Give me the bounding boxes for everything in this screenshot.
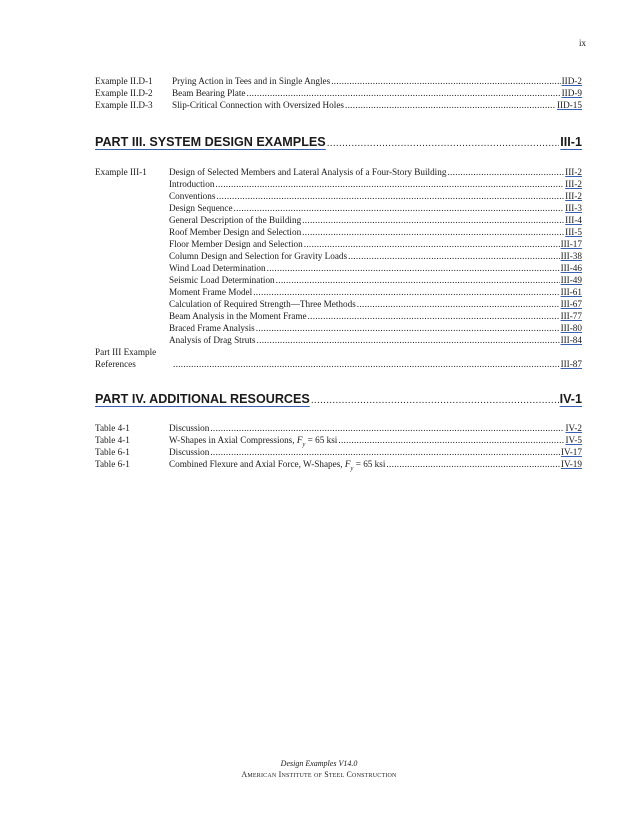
- entry-page-link[interactable]: III-38: [560, 251, 582, 261]
- leader-dots: [276, 274, 560, 286]
- entry-title: General Description of the Building: [169, 215, 302, 225]
- part-title: PART III. SYSTEM DESIGN EXAMPLES: [95, 135, 326, 149]
- entry-title: Moment Frame Model: [169, 287, 253, 297]
- toc-entry[interactable]: [95, 166, 582, 178]
- leader-dots: [253, 286, 559, 298]
- entry-page-link[interactable]: IID-2: [561, 76, 582, 86]
- entry-label: Example II.D-3: [95, 100, 153, 110]
- leader-dots: [215, 178, 564, 190]
- entry-page-link[interactable]: III-61: [560, 287, 582, 297]
- leader-dots: [345, 99, 556, 111]
- entry-page-link[interactable]: IV-17: [560, 447, 582, 457]
- toc-entry[interactable]: [95, 238, 582, 250]
- entry-label: Example II.D-2: [95, 88, 153, 98]
- entry-page-link[interactable]: IV-5: [565, 435, 582, 445]
- entry-page-link[interactable]: III-2: [565, 167, 582, 177]
- toc-entry[interactable]: [95, 422, 582, 434]
- toc-entry[interactable]: [95, 310, 582, 322]
- entry-page-link[interactable]: III-4: [565, 215, 582, 225]
- entry-label: Table 6-1: [95, 459, 130, 469]
- leader-dots: [386, 458, 559, 470]
- toc-entry[interactable]: [95, 434, 582, 446]
- entry-label: Table 4-1: [95, 423, 130, 433]
- leader-dots: [447, 166, 564, 178]
- entry-title: Discussion: [169, 447, 210, 457]
- references-block: [95, 346, 582, 370]
- leader-dots: [173, 358, 560, 370]
- entry-page-link[interactable]: III-2: [565, 179, 582, 189]
- toc-entry[interactable]: [95, 286, 582, 298]
- fy-subscript: y: [350, 464, 354, 472]
- fy-value: = 65 ksi: [353, 459, 386, 469]
- leader-dots: [210, 422, 564, 434]
- entry-title: [169, 458, 385, 475]
- entry-page-link[interactable]: III-2: [565, 191, 582, 201]
- toc-entry[interactable]: [95, 190, 582, 202]
- toc-entry[interactable]: [95, 226, 582, 238]
- part-page-link[interactable]: IV-1: [559, 392, 582, 406]
- footer-doc-title: Design Examples V14.0: [280, 759, 358, 768]
- entry-label: Table 4-1: [95, 435, 130, 445]
- entry-page-link[interactable]: III-5: [565, 227, 582, 237]
- entry-title: Calculation of Required Strength—Three Methods: [169, 299, 356, 309]
- fy-subscript: y: [302, 440, 306, 448]
- entry-title: Conventions: [169, 191, 216, 201]
- entry-page-link[interactable]: IID-9: [561, 88, 582, 98]
- entry-page-link[interactable]: III-84: [560, 335, 582, 345]
- part-iii-heading[interactable]: [95, 135, 582, 153]
- leader-dots: [338, 434, 564, 446]
- entry-title-text: Combined Flexure and Axial Force, W-Shapes,: [169, 459, 345, 469]
- leader-dots: [311, 395, 559, 406]
- leader-dots: [348, 250, 559, 262]
- leader-dots: [246, 87, 560, 99]
- entry-title: Roof Member Design and Selection: [169, 227, 302, 237]
- entry-title: Wind Load Determination: [169, 263, 266, 273]
- toc-entry[interactable]: [95, 87, 582, 99]
- entry-title: Prying Action in Tees and in Single Angles: [172, 76, 331, 86]
- toc-entry[interactable]: [95, 99, 582, 111]
- toc-entry[interactable]: [95, 334, 582, 346]
- toc-entry[interactable]: [95, 358, 582, 370]
- section-iv-list: [95, 422, 582, 470]
- leader-dots: [302, 226, 564, 238]
- fy-symbol: F: [344, 459, 351, 469]
- entry-title: Design Sequence: [169, 203, 233, 213]
- toc-entry[interactable]: [95, 214, 582, 226]
- entry-title: Design of Selected Members and Lateral Analysis of a Four-Story Building: [169, 167, 447, 177]
- entry-title: Discussion: [169, 423, 210, 433]
- leader-dots: [256, 322, 560, 334]
- entry-title: Introduction: [169, 179, 215, 189]
- leader-dots: [327, 138, 560, 149]
- entry-page-link[interactable]: IV-2: [565, 423, 582, 433]
- leader-dots: [257, 334, 560, 346]
- fy-value: = 65 ksi: [305, 435, 338, 445]
- entry-label: Example III-1: [95, 167, 147, 177]
- entry-title: Analysis of Drag Struts: [169, 335, 256, 345]
- entry-page-link[interactable]: III-49: [560, 275, 582, 285]
- leader-dots: [357, 298, 560, 310]
- toc-entry[interactable]: [95, 446, 582, 458]
- toc-entry[interactable]: [95, 322, 582, 334]
- entry-page-link[interactable]: IID-15: [556, 100, 582, 110]
- toc-entry[interactable]: [95, 202, 582, 214]
- part-iv-heading-wrap: [95, 392, 582, 410]
- part-title: PART IV. ADDITIONAL RESOURCES: [95, 392, 310, 406]
- footer-publisher: American Institute of Steel Construction: [241, 770, 397, 779]
- leader-dots: [234, 202, 565, 214]
- entry-title: Floor Member Design and Selection: [169, 239, 303, 249]
- toc-entry[interactable]: [95, 458, 582, 470]
- part-iii-heading-wrap: [95, 135, 582, 153]
- entry-title: Column Design and Selection for Gravity Loads: [169, 251, 348, 261]
- part-iv-heading[interactable]: [95, 392, 582, 410]
- entry-page-link[interactable]: III-80: [560, 323, 582, 333]
- entry-page-link[interactable]: III-87: [560, 359, 582, 369]
- entry-title: Slip-Critical Connection with Oversized Holes: [172, 100, 344, 110]
- leader-dots: [331, 75, 560, 87]
- toc-entry[interactable]: [95, 298, 582, 310]
- entry-label: Example II.D-1: [95, 76, 153, 86]
- section-iii-list: [95, 166, 582, 346]
- leader-dots: [308, 310, 560, 322]
- toc-entry[interactable]: [95, 75, 582, 87]
- references-label: Part III Example: [95, 347, 157, 357]
- page-footer: [0, 758, 638, 780]
- leader-dots: [302, 214, 564, 226]
- entry-title-text: W-Shapes in Axial Compressions,: [169, 435, 297, 445]
- toc-entry[interactable]: [95, 274, 582, 286]
- part-page-link[interactable]: III-1: [560, 135, 582, 149]
- references-label-2: References: [95, 359, 136, 369]
- leader-dots: [267, 262, 560, 274]
- entry-title: Braced Frame Analysis: [169, 323, 255, 333]
- leader-dots: [304, 238, 560, 250]
- entry-title: Beam Bearing Plate: [172, 88, 246, 98]
- page-number: ix: [578, 38, 586, 48]
- leader-dots: [216, 190, 564, 202]
- entry-title: Beam Analysis in the Moment Frame: [169, 311, 307, 321]
- entry-page-link[interactable]: III-17: [560, 239, 582, 249]
- fy-symbol: F: [296, 435, 303, 445]
- toc-entry[interactable]: [95, 250, 582, 262]
- entry-title: Seismic Load Determination: [169, 275, 275, 285]
- toc-entry[interactable]: [95, 262, 582, 274]
- entry-page-link[interactable]: III-67: [560, 299, 582, 309]
- toc-entry[interactable]: [95, 178, 582, 190]
- entry-page-link[interactable]: III-3: [565, 203, 582, 213]
- entry-page-link[interactable]: III-46: [560, 263, 582, 273]
- references-label-line: [95, 346, 582, 358]
- section-ii-list: [95, 75, 582, 111]
- entry-page-link[interactable]: III-77: [560, 311, 582, 321]
- entry-label: Table 6-1: [95, 447, 130, 457]
- leader-dots: [210, 446, 560, 458]
- entry-page-link[interactable]: IV-19: [560, 459, 582, 469]
